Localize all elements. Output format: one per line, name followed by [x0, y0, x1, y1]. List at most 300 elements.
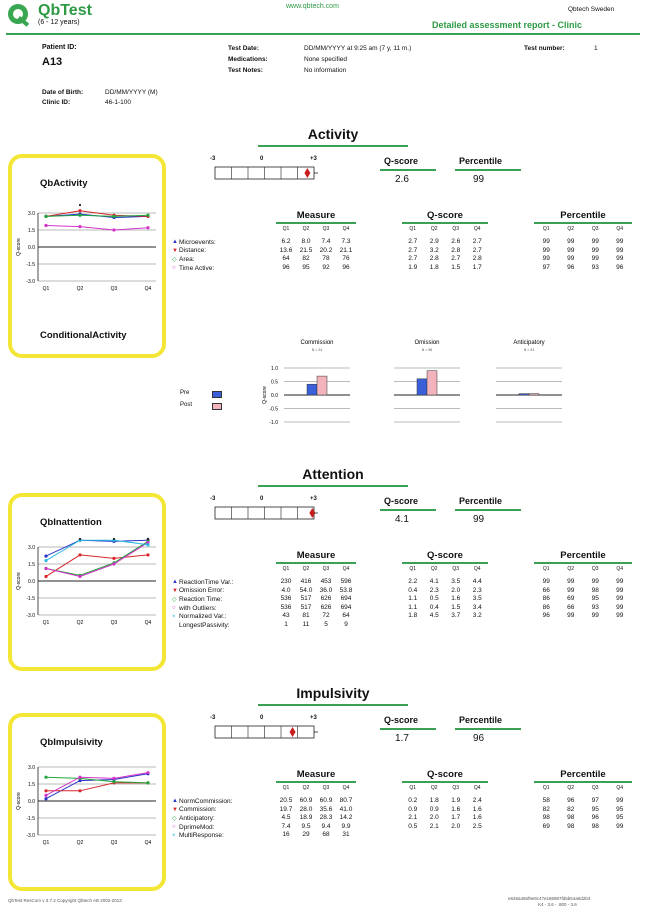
scale-tick-label: 0: [260, 496, 264, 502]
table-cell: [583, 621, 608, 630]
impulsivity-measure-row-2: [276, 814, 356, 823]
quarter-label: Q2: [302, 566, 310, 572]
impulsivity-qscore-row-3: [402, 823, 488, 832]
table-cell: 1.7: [451, 814, 461, 822]
chart-xtick: Q4: [144, 840, 152, 846]
activity-qscore-row-0: [402, 238, 488, 247]
age-range: (6 - 12 years): [38, 19, 80, 26]
quarter-label: Q2: [430, 566, 438, 572]
quarter-label: Q2: [567, 785, 575, 791]
test-number-value: 1: [594, 45, 598, 52]
table-cell: 3.2: [429, 246, 439, 254]
impulsivity-measure-quarters: [276, 785, 356, 794]
patient-id-value: A13: [42, 56, 63, 68]
logo-text: QbTest: [38, 2, 92, 19]
activity-measure-quarters: [276, 226, 356, 235]
table-cell: 2.3: [429, 586, 439, 594]
chart-ytick: 0.0: [28, 579, 35, 585]
table-cell: 7.4: [321, 238, 331, 245]
chart-xtick: Q3: [110, 286, 118, 292]
impulsivity-qscore-value: 1.7: [395, 733, 409, 744]
chart-series-line: [46, 555, 148, 577]
table-cell: 76: [342, 255, 350, 263]
scale-tick-label: 0: [260, 156, 264, 162]
quarter-label: Q1: [409, 566, 417, 572]
dob-label: Date of Birth:: [42, 89, 84, 96]
quarter-row: [276, 785, 356, 794]
conditional-group-name: Commission: [300, 340, 334, 346]
table-cell: [608, 621, 633, 630]
chart-ytick: 3.0: [28, 765, 35, 771]
table-cell: 93: [591, 603, 599, 611]
attention-pct-row-0: [534, 578, 632, 587]
table-cell: 517: [300, 595, 312, 603]
table-cell: 78: [322, 255, 330, 263]
test-number-label: Test number:: [524, 45, 565, 52]
table-cell: 14.2: [339, 814, 353, 822]
table-cell: 96: [591, 814, 599, 822]
chart-xtick: Q1: [42, 286, 50, 292]
table-cell: 53.8: [339, 586, 353, 594]
impulsivity-row-label-0: [172, 797, 272, 806]
quarter-label: Q3: [322, 566, 330, 572]
chart-xtick: Q4: [144, 286, 152, 292]
quarter-label: Q4: [473, 566, 481, 572]
table-cell: 36.0: [319, 586, 333, 594]
conditional-group-name: Anticipatory: [513, 340, 545, 346]
chart-point: [112, 557, 115, 560]
chart-xtick: Q3: [110, 840, 118, 846]
conditional-group-n: N = 24: [523, 348, 535, 352]
table-cell: 99: [616, 586, 624, 594]
chart-series-line: [46, 225, 148, 230]
chart-ytick: 3.0: [28, 211, 35, 217]
table-cell: 80.7: [339, 797, 353, 804]
scale-tick-label: 0: [260, 715, 264, 721]
marker-4-icon: ×: [172, 613, 176, 620]
marker-1-icon: ▼: [172, 247, 178, 254]
table-cell: 2.7: [451, 255, 461, 263]
activity-section-title: Activity: [307, 126, 359, 142]
quarter-label: Q3: [591, 566, 599, 572]
chart-point: [78, 209, 81, 212]
attention-qscore-rule: [380, 509, 436, 511]
quarter-label: Q3: [452, 226, 460, 232]
quarter-label: Q2: [430, 226, 438, 232]
table-cell: 99: [591, 246, 599, 254]
activity-qscore-header: Q-score: [427, 210, 463, 221]
quarter-row: [402, 785, 488, 794]
marker-0-icon: ▲: [172, 798, 178, 805]
attention-row-label-1: [172, 587, 272, 596]
company: Qbtech Sweden: [568, 6, 615, 13]
table-cell: 3.7: [451, 612, 461, 620]
quarter-row: [402, 226, 488, 235]
quarter-label: Q3: [591, 226, 599, 232]
table-cell: 98: [567, 814, 575, 822]
quarter-row: [276, 566, 356, 575]
impulsivity-qscore-quarters: [402, 785, 488, 794]
attention-measure-row-3: [276, 604, 356, 613]
activity-qscore-header-rule: [402, 222, 488, 224]
table-cell: 99: [616, 578, 624, 585]
table-cell: [467, 621, 489, 630]
conditional-bar-post: [427, 371, 437, 395]
activity-pct-values: [534, 238, 632, 272]
attention-measure-row-5: [276, 621, 356, 630]
chart-point: [78, 776, 81, 779]
quarter-label: Q2: [567, 226, 575, 232]
table-cell: 1.6: [451, 805, 461, 813]
legend-pre-swatch: [212, 391, 222, 398]
table-cell: 99: [542, 578, 550, 585]
table-cell: 95: [616, 805, 624, 813]
table-cell: 99: [542, 255, 550, 263]
conditional-group-n: N = 24: [311, 348, 323, 352]
table-cell: 4.4: [472, 578, 482, 585]
attention-qscore-values: [402, 578, 488, 630]
attention-pct-row-3: [534, 604, 632, 613]
table-cell: 230: [280, 578, 292, 585]
table-cell: 97: [591, 797, 599, 804]
table-cell: [424, 831, 446, 840]
impulsivity-row-label-1: [172, 806, 272, 815]
chart-ylabel: Q-score: [16, 792, 22, 810]
table-cell: 0.5: [429, 595, 439, 603]
activity-pct-row-0: [534, 238, 632, 247]
notes-label: Test Notes:: [228, 67, 263, 74]
quarter-label: Q1: [282, 226, 290, 232]
table-cell: 95: [616, 814, 624, 822]
chart-point: [44, 554, 47, 557]
chart-ylabel: Q-score: [16, 238, 22, 256]
scale-tick-label: +3: [310, 715, 317, 721]
chart-ylabel: Q-score: [16, 572, 22, 590]
table-cell: 13.6: [279, 246, 293, 254]
activity-pct-row-3: [534, 264, 632, 273]
row-label: Anticipatory:: [179, 814, 215, 822]
activity-qscore-value: 2.6: [395, 174, 409, 185]
attention-pct-row-4: [534, 612, 632, 621]
quarter-label: Q1: [409, 785, 417, 791]
table-cell: 99: [542, 238, 550, 245]
table-cell: 11: [302, 620, 310, 628]
quarter-label: Q4: [473, 226, 481, 232]
activity-measure-row-3: [276, 264, 356, 273]
table-cell: [402, 831, 424, 840]
notes-value: No information: [304, 67, 347, 74]
activity-pct-row-2: [534, 255, 632, 264]
table-cell: 1.8: [429, 263, 439, 271]
website: www.qbtech.com: [286, 3, 339, 10]
marker-0-icon: ▲: [172, 579, 178, 586]
activity-qscore-row-2: [402, 255, 488, 264]
table-cell: 99: [591, 612, 599, 620]
test-date-label: Test Date:: [228, 45, 259, 52]
impulsivity-row-label-4: [172, 831, 272, 840]
header-rule: [6, 33, 640, 35]
activity-percentile-rule: [455, 169, 521, 171]
table-cell: 2.0: [451, 822, 461, 830]
quarter-label: Q2: [302, 226, 310, 232]
attention-measure-row-1: [276, 587, 356, 596]
report-title: Detailed assessment report - Clinic: [432, 20, 583, 30]
table-cell: 2.6: [451, 238, 461, 245]
table-cell: 2.9: [429, 238, 439, 245]
table-cell: 95: [302, 263, 310, 271]
quarter-label: Q3: [322, 785, 330, 791]
quarter-label: Q1: [542, 566, 550, 572]
table-cell: 2.1: [429, 822, 439, 830]
table-cell: 1.6: [451, 595, 461, 603]
table-cell: 99: [567, 246, 575, 254]
attention-percentile-value: 99: [473, 514, 485, 525]
table-cell: 536: [280, 595, 292, 603]
impulsivity-pct-row-3: [534, 823, 632, 832]
scale-tick-label: -3: [210, 715, 216, 721]
attention-pct-row-2: [534, 595, 632, 604]
table-cell: 1: [284, 620, 288, 628]
marker-3-icon: ○: [172, 824, 176, 831]
table-cell: 3.2: [472, 612, 482, 620]
activity-measure-header-rule: [276, 222, 356, 224]
impulsivity-qscore-header-rule: [402, 781, 488, 783]
marker-1-icon: ▼: [172, 806, 178, 813]
attention-qscore-row-2: [402, 595, 488, 604]
conditional-group-name: Omission: [414, 340, 440, 346]
chart-xtick: Q1: [42, 620, 50, 626]
footer-right-2: K4 - 3.6 - .800 - 3.6: [538, 902, 577, 907]
table-cell: 2.8: [429, 255, 439, 263]
table-cell: 453: [320, 578, 332, 585]
table-cell: 8.0: [301, 238, 311, 245]
impulsivity-percentile-rule: [455, 728, 521, 730]
table-cell: 54.0: [299, 586, 313, 594]
scale-tick-label: -3: [210, 156, 216, 162]
table-cell: 31: [342, 831, 350, 839]
quarter-row: [276, 226, 356, 235]
table-cell: 64: [342, 612, 350, 620]
chart-point: [78, 214, 81, 217]
attention-qscore-scale: [210, 496, 324, 526]
activity-percentile-value: 99: [473, 174, 485, 185]
quarter-label: Q3: [452, 566, 460, 572]
chart-point: [44, 797, 47, 800]
activity-qscore-values: [402, 238, 488, 272]
table-cell: 2.7: [408, 238, 418, 245]
attention-qscore-row-4: [402, 612, 488, 621]
impulsivity-pct-header-rule: [534, 781, 632, 783]
table-cell: 2.0: [451, 586, 461, 594]
conditional-group-n: N = 96: [421, 348, 433, 352]
chart-point: [146, 771, 149, 774]
chart-overflow-dot: [147, 538, 149, 540]
activity-row-label-3: [172, 264, 272, 273]
activity-measure-row-0: [276, 238, 356, 247]
conditional-ylabel: Q-score: [262, 386, 268, 404]
table-cell: 2.8: [451, 246, 461, 254]
marker-2-icon: ◇: [172, 815, 177, 822]
table-cell: 1.7: [472, 263, 482, 271]
table-cell: 21.5: [299, 246, 313, 254]
table-cell: 6.2: [281, 238, 291, 245]
attention-measure-values: [276, 578, 356, 630]
patient-id-label: Patient ID:: [42, 44, 77, 51]
chart-point: [112, 780, 115, 783]
table-cell: 96: [567, 797, 575, 804]
table-cell: 1.5: [451, 603, 461, 611]
row-label: Reaction Time:: [179, 595, 223, 603]
table-cell: 98: [591, 822, 599, 830]
impulsivity-qscore-rule: [380, 728, 436, 730]
table-cell: 99: [567, 612, 575, 620]
chart-ytick: -1.5: [26, 596, 35, 602]
table-cell: [534, 831, 559, 840]
attention-title-rule: [258, 485, 408, 487]
footer-right-1: e626a465f9e9c47e186987fd6b54a6d2b3: [508, 896, 591, 901]
table-cell: [534, 621, 559, 630]
row-label: DprimeMod:: [179, 823, 215, 831]
table-cell: 18.9: [299, 814, 313, 822]
table-cell: 1.1: [408, 603, 418, 611]
chart-point: [44, 776, 47, 779]
impulsivity-measure-row-0: [276, 797, 356, 806]
attention-pct-header: Percentile: [560, 550, 606, 561]
table-cell: 28.0: [299, 805, 313, 813]
table-cell: 69: [567, 595, 575, 603]
attention-row-label-0: [172, 578, 272, 587]
quarter-label: Q2: [302, 785, 310, 791]
chart-xtick: Q2: [76, 840, 84, 846]
activity-qscore-quarters: [402, 226, 488, 235]
chart-ytick: 0.0: [28, 799, 35, 805]
chart-point: [112, 562, 115, 565]
table-cell: 9.5: [301, 822, 311, 830]
table-cell: 99: [616, 797, 624, 804]
attention-row-label-5: [172, 621, 272, 630]
table-cell: 7.3: [341, 238, 351, 245]
table-cell: 1.6: [472, 814, 482, 822]
table-cell: 60.9: [319, 797, 333, 804]
table-cell: 2.3: [472, 586, 482, 594]
chart-point: [44, 559, 47, 562]
table-cell: 626: [320, 595, 332, 603]
row-label: with Outliers:: [179, 604, 217, 612]
table-cell: 2.0: [429, 814, 439, 822]
quarter-label: Q1: [542, 785, 550, 791]
chart-ytick: 3.0: [28, 545, 35, 551]
scale-bar: [214, 500, 324, 526]
chart-point: [146, 214, 149, 217]
scale-tick-label: +3: [310, 496, 317, 502]
clinic-value: 46-1-100: [105, 99, 132, 106]
table-cell: 99: [591, 255, 599, 263]
chart-point: [78, 789, 81, 792]
quarter-row: [402, 566, 488, 575]
table-cell: 99: [567, 255, 575, 263]
quarter-label: Q4: [616, 566, 624, 572]
table-cell: 21.1: [339, 246, 353, 254]
impulsivity-qscore-label: Q-score: [384, 715, 419, 725]
chart-point: [44, 567, 47, 570]
table-cell: 694: [340, 603, 352, 611]
table-cell: 7.4: [281, 822, 291, 830]
quarter-label: Q3: [591, 785, 599, 791]
attention-measure-row-4: [276, 612, 356, 621]
activity-percentile-label: Percentile: [459, 156, 503, 166]
chart-point: [44, 215, 47, 218]
table-cell: 99: [542, 246, 550, 254]
attention-pct-quarters: [534, 566, 632, 575]
impulsivity-measure-row-3: [276, 823, 356, 832]
activity-pct-header-rule: [534, 222, 632, 224]
table-cell: [402, 621, 424, 630]
marker-2-icon: ◇: [172, 596, 177, 603]
attention-qscore-row-5: [402, 621, 488, 630]
attention-qscore-row-0: [402, 578, 488, 587]
quarter-label: Q1: [282, 785, 290, 791]
table-cell: 43: [282, 612, 290, 620]
quarter-label: Q4: [616, 785, 624, 791]
table-cell: 99: [616, 595, 624, 603]
table-cell: 0.4: [408, 586, 418, 594]
chart-xtick: Q2: [76, 620, 84, 626]
table-cell: 0.5: [408, 822, 418, 830]
quarter-label: Q4: [342, 566, 350, 572]
conditional-ytick: -1.0: [269, 420, 278, 426]
attention-qscore-value: 4.1: [395, 514, 409, 525]
table-cell: 1.5: [451, 263, 461, 271]
table-cell: 9.9: [341, 822, 351, 830]
chart-xtick: Q4: [144, 620, 152, 626]
conditional-bar-post: [317, 376, 327, 395]
table-cell: [559, 621, 584, 630]
activity-pct-header: Percentile: [560, 210, 606, 221]
table-cell: 96: [282, 263, 290, 271]
attention-pct-row-1: [534, 587, 632, 596]
attention-row-labels: [172, 578, 272, 630]
table-cell: 4.0: [281, 586, 291, 594]
table-cell: [608, 831, 633, 840]
activity-qscore-scale: [210, 156, 324, 186]
conditional-activity-title: ConditionalActivity: [40, 330, 127, 341]
attention-qscore-header-rule: [402, 562, 488, 564]
chart-overflow-dot: [79, 538, 81, 540]
attention-measure-quarters: [276, 566, 356, 575]
attention-qscore-quarters: [402, 566, 488, 575]
chart-point: [44, 794, 47, 797]
table-cell: 99: [616, 603, 624, 611]
chart-ytick: 1.5: [28, 228, 35, 234]
attention-row-label-3: [172, 604, 272, 613]
impulsivity-pct-header: Percentile: [560, 769, 606, 780]
table-cell: 9.4: [321, 822, 331, 830]
impulsivity-percentile-label: Percentile: [459, 715, 503, 725]
attention-qscore-row-1: [402, 587, 488, 596]
activity-pct-row-1: [534, 247, 632, 256]
chart-ytick: -1.5: [26, 262, 35, 268]
row-label: Microevents:: [179, 238, 216, 246]
table-cell: 99: [616, 822, 624, 830]
table-cell: 96: [567, 263, 575, 271]
marker-3-icon: ○: [172, 265, 176, 272]
table-cell: 82: [567, 805, 575, 813]
marker-3-icon: ○: [172, 605, 176, 612]
table-cell: 96: [542, 612, 550, 620]
chart-point: [78, 575, 81, 578]
table-cell: 99: [616, 246, 624, 254]
table-cell: 3.4: [472, 603, 482, 611]
